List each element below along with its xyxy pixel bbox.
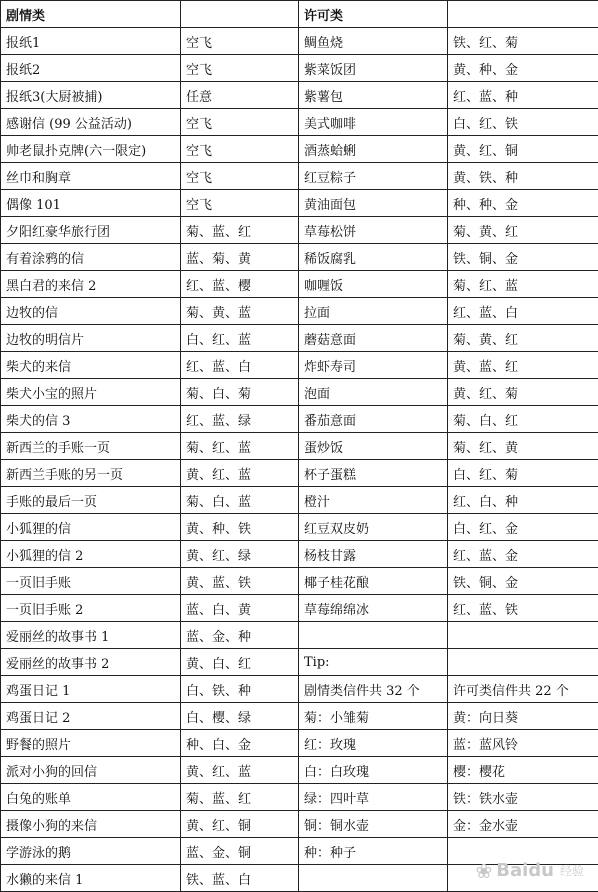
story-name-cell: 新西兰的手账一页 xyxy=(1,433,181,460)
story-name-cell: 帅老鼠扑克牌(六一限定) xyxy=(1,136,181,163)
story-codes-cell: 红、蓝、绿 xyxy=(181,406,299,433)
story-codes-cell: 铁、蓝、白 xyxy=(181,865,299,892)
permit-name-cell: 酒蒸蛤蜊 xyxy=(299,136,448,163)
permit-name-cell: 泡面 xyxy=(299,379,448,406)
table-row xyxy=(1,271,598,298)
permit-codes-cell xyxy=(448,838,598,865)
permit-codes-cell: 铁：铁水壶 xyxy=(448,784,598,811)
story-name-cell: 感谢信 (99 公益活动) xyxy=(1,109,181,136)
table-row xyxy=(1,55,598,82)
permit-codes-cell: 铁、铜、金 xyxy=(448,244,598,271)
permit-codes-cell: 铁、红、菊 xyxy=(448,28,598,55)
table-row xyxy=(1,568,598,595)
story-codes-cell: 白、红、蓝 xyxy=(181,325,299,352)
table-row xyxy=(1,514,598,541)
story-name-cell: 丝巾和胸章 xyxy=(1,163,181,190)
permit-codes-cell xyxy=(448,622,598,649)
permit-codes-cell: 种、种、金 xyxy=(448,190,598,217)
permit-name-cell: 黄油面包 xyxy=(299,190,448,217)
permit-name-cell: 绿：四叶草 xyxy=(299,784,448,811)
permit-name-cell: 菊：小雏菊 xyxy=(299,703,448,730)
permit-name-cell: 红：玫瑰 xyxy=(299,730,448,757)
permit-name-cell: 白：白玫瑰 xyxy=(299,757,448,784)
table-row xyxy=(1,190,598,217)
table-row xyxy=(1,865,598,892)
story-name-cell: 偶像 101 xyxy=(1,190,181,217)
permit-name-cell: 铜：铜水壶 xyxy=(299,811,448,838)
permit-name-cell: 剧情类信件共 32 个 xyxy=(299,676,448,703)
story-codes-cell: 任意 xyxy=(181,82,299,109)
story-name-cell: 鸡蛋日记 2 xyxy=(1,703,181,730)
permit-codes-cell: 白、红、菊 xyxy=(448,460,598,487)
paw-icon: ❀ xyxy=(475,861,492,881)
permit-codes-cell: 红、蓝、金 xyxy=(448,541,598,568)
table-row xyxy=(1,244,598,271)
story-codes-cell: 白、樱、绿 xyxy=(181,703,299,730)
story-name-cell: 报纸2 xyxy=(1,55,181,82)
table-row xyxy=(1,136,598,163)
story-name-cell: 有着涂鸦的信 xyxy=(1,244,181,271)
story-name-cell: 爱丽丝的故事书 2 xyxy=(1,649,181,676)
story-name-cell: 边牧的明信片 xyxy=(1,325,181,352)
permit-name-cell: 蛋炒饭 xyxy=(299,433,448,460)
table-row xyxy=(1,163,598,190)
story-codes-cell: 白、铁、种 xyxy=(181,676,299,703)
table-row xyxy=(1,811,598,838)
permit-codes-cell: 菊、黄、红 xyxy=(448,217,598,244)
story-codes-cell: 黄、红、蓝 xyxy=(181,757,299,784)
table-row xyxy=(1,622,598,649)
table-row xyxy=(1,325,598,352)
permit-name-cell: 蘑菇意面 xyxy=(299,325,448,352)
permit-name-cell: 稀饭腐乳 xyxy=(299,244,448,271)
story-codes-cell: 黄、红、蓝 xyxy=(181,460,299,487)
permit-name-cell: 椰子桂花酿 xyxy=(299,568,448,595)
table-row xyxy=(1,703,598,730)
permit-name-cell: 紫薯包 xyxy=(299,82,448,109)
permit-codes-cell: 金：金水壶 xyxy=(448,811,598,838)
story-name-cell: 一页旧手账 2 xyxy=(1,595,181,622)
permit-codes-cell: 红、蓝、白 xyxy=(448,298,598,325)
story-header-blank xyxy=(181,1,299,28)
story-name-cell: 黑白君的来信 2 xyxy=(1,271,181,298)
table-row xyxy=(1,784,598,811)
permit-codes-cell: 菊、红、黄 xyxy=(448,433,598,460)
story-codes-cell: 黄、白、红 xyxy=(181,649,299,676)
story-codes-cell: 黄、蓝、铁 xyxy=(181,568,299,595)
table-row xyxy=(1,28,598,55)
table-row xyxy=(1,487,598,514)
story-codes-cell: 菊、蓝、红 xyxy=(181,784,299,811)
permit-name-cell: 红豆粽子 xyxy=(299,163,448,190)
permit-codes-cell: 菊、红、蓝 xyxy=(448,271,598,298)
story-codes-cell: 蓝、金、铜 xyxy=(181,838,299,865)
story-name-cell: 派对小狗的回信 xyxy=(1,757,181,784)
table-row xyxy=(1,595,598,622)
story-codes-cell: 菊、白、蓝 xyxy=(181,487,299,514)
story-codes-cell: 空飞 xyxy=(181,109,299,136)
story-codes-cell: 空飞 xyxy=(181,190,299,217)
table-row xyxy=(1,352,598,379)
permit-header: 许可类 xyxy=(299,1,448,28)
table-row xyxy=(1,541,598,568)
permit-codes-cell: 许可类信件共 22 个 xyxy=(448,676,598,703)
story-codes-cell: 菊、黄、蓝 xyxy=(181,298,299,325)
story-codes-cell: 红、蓝、白 xyxy=(181,352,299,379)
permit-name-cell: 橙汁 xyxy=(299,487,448,514)
permit-codes-cell: 蓝：蓝风铃 xyxy=(448,730,598,757)
permit-name-cell: 紫菜饭团 xyxy=(299,55,448,82)
story-codes-cell: 菊、红、蓝 xyxy=(181,433,299,460)
story-codes-cell: 黄、红、铜 xyxy=(181,811,299,838)
permit-codes-cell: 菊、白、红 xyxy=(448,406,598,433)
story-name-cell: 手账的最后一页 xyxy=(1,487,181,514)
table-row xyxy=(1,379,598,406)
story-name-cell: 白兔的账单 xyxy=(1,784,181,811)
story-codes-cell: 黄、红、绿 xyxy=(181,541,299,568)
permit-codes-cell: 黄、红、铜 xyxy=(448,136,598,163)
permit-codes-cell: 白、红、铁 xyxy=(448,109,598,136)
permit-name-cell: 红豆双皮奶 xyxy=(299,514,448,541)
story-name-cell: 边牧的信 xyxy=(1,298,181,325)
story-codes-cell: 种、白、金 xyxy=(181,730,299,757)
table-row xyxy=(1,757,598,784)
table-row xyxy=(1,406,598,433)
story-codes-cell: 蓝、白、黄 xyxy=(181,595,299,622)
story-codes-cell: 空飞 xyxy=(181,55,299,82)
permit-codes-cell: 红、蓝、种 xyxy=(448,82,598,109)
permit-name-cell xyxy=(299,865,448,892)
table-row xyxy=(1,649,598,676)
table-row xyxy=(1,217,598,244)
story-codes-cell: 蓝、金、种 xyxy=(181,622,299,649)
table-row xyxy=(1,838,598,865)
watermark-text: Baidu xyxy=(496,860,554,881)
permit-name-cell: 杨枝甘露 xyxy=(299,541,448,568)
story-name-cell: 野餐的照片 xyxy=(1,730,181,757)
permit-name-cell: Tip: xyxy=(299,649,448,676)
permit-header-blank xyxy=(448,1,598,28)
story-codes-cell: 菊、蓝、红 xyxy=(181,217,299,244)
table-row xyxy=(1,460,598,487)
story-codes-cell: 菊、白、菊 xyxy=(181,379,299,406)
story-codes-cell: 黄、种、铁 xyxy=(181,514,299,541)
story-name-cell: 小狐狸的信 2 xyxy=(1,541,181,568)
story-name-cell: 报纸1 xyxy=(1,28,181,55)
story-name-cell: 水獭的来信 1 xyxy=(1,865,181,892)
story-codes-cell: 空飞 xyxy=(181,163,299,190)
story-name-cell: 柴犬的信 3 xyxy=(1,406,181,433)
story-codes-cell: 空飞 xyxy=(181,28,299,55)
story-name-cell: 夕阳红豪华旅行团 xyxy=(1,217,181,244)
story-name-cell: 鸡蛋日记 1 xyxy=(1,676,181,703)
permit-codes-cell: 白、红、金 xyxy=(448,514,598,541)
story-name-cell: 新西兰手账的另一页 xyxy=(1,460,181,487)
permit-codes-cell: 樱：樱花 xyxy=(448,757,598,784)
permit-codes-cell: 黄、蓝、红 xyxy=(448,352,598,379)
permit-codes-cell xyxy=(448,649,598,676)
permit-name-cell xyxy=(299,622,448,649)
story-codes-cell: 蓝、菊、黄 xyxy=(181,244,299,271)
table-row xyxy=(1,730,598,757)
permit-name-cell: 鲷鱼烧 xyxy=(299,28,448,55)
permit-name-cell: 番茄意面 xyxy=(299,406,448,433)
table-row xyxy=(1,433,598,460)
permit-name-cell: 炸虾寿司 xyxy=(299,352,448,379)
permit-codes-cell: 铁、铜、金 xyxy=(448,568,598,595)
permit-name-cell: 草莓松饼 xyxy=(299,217,448,244)
permit-codes-cell: 黄、种、金 xyxy=(448,55,598,82)
header-row xyxy=(1,1,598,28)
table-row xyxy=(1,109,598,136)
story-name-cell: 报纸3(大厨被捕) xyxy=(1,82,181,109)
story-name-cell: 柴犬小宝的照片 xyxy=(1,379,181,406)
story-name-cell: 小狐狸的信 xyxy=(1,514,181,541)
watermark-sub: 经验 xyxy=(560,862,584,879)
permit-name-cell: 拉面 xyxy=(299,298,448,325)
permit-name-cell: 草莓绵绵冰 xyxy=(299,595,448,622)
table-row xyxy=(1,82,598,109)
table-row xyxy=(1,676,598,703)
permit-codes-cell: 黄、铁、种 xyxy=(448,163,598,190)
permit-codes-cell: 黄：向日葵 xyxy=(448,703,598,730)
permit-codes-cell: 黄、红、菊 xyxy=(448,379,598,406)
story-name-cell: 摄像小狗的来信 xyxy=(1,811,181,838)
permit-codes-cell: 红、白、种 xyxy=(448,487,598,514)
table-row xyxy=(1,298,598,325)
story-codes-cell: 红、蓝、樱 xyxy=(181,271,299,298)
permit-name-cell: 杯子蛋糕 xyxy=(299,460,448,487)
permit-name-cell: 美式咖啡 xyxy=(299,109,448,136)
permit-name-cell: 种：种子 xyxy=(299,838,448,865)
permit-codes-cell: 菊、黄、红 xyxy=(448,325,598,352)
permit-name-cell: 咖喱饭 xyxy=(299,271,448,298)
story-name-cell: 学游泳的鹅 xyxy=(1,838,181,865)
story-header: 剧情类 xyxy=(1,1,181,28)
story-name-cell: 柴犬的来信 xyxy=(1,352,181,379)
story-name-cell: 一页旧手账 xyxy=(1,568,181,595)
permit-codes-cell: 红、蓝、铁 xyxy=(448,595,598,622)
story-name-cell: 爱丽丝的故事书 1 xyxy=(1,622,181,649)
story-codes-cell: 空飞 xyxy=(181,136,299,163)
permit-codes-cell xyxy=(448,865,598,892)
